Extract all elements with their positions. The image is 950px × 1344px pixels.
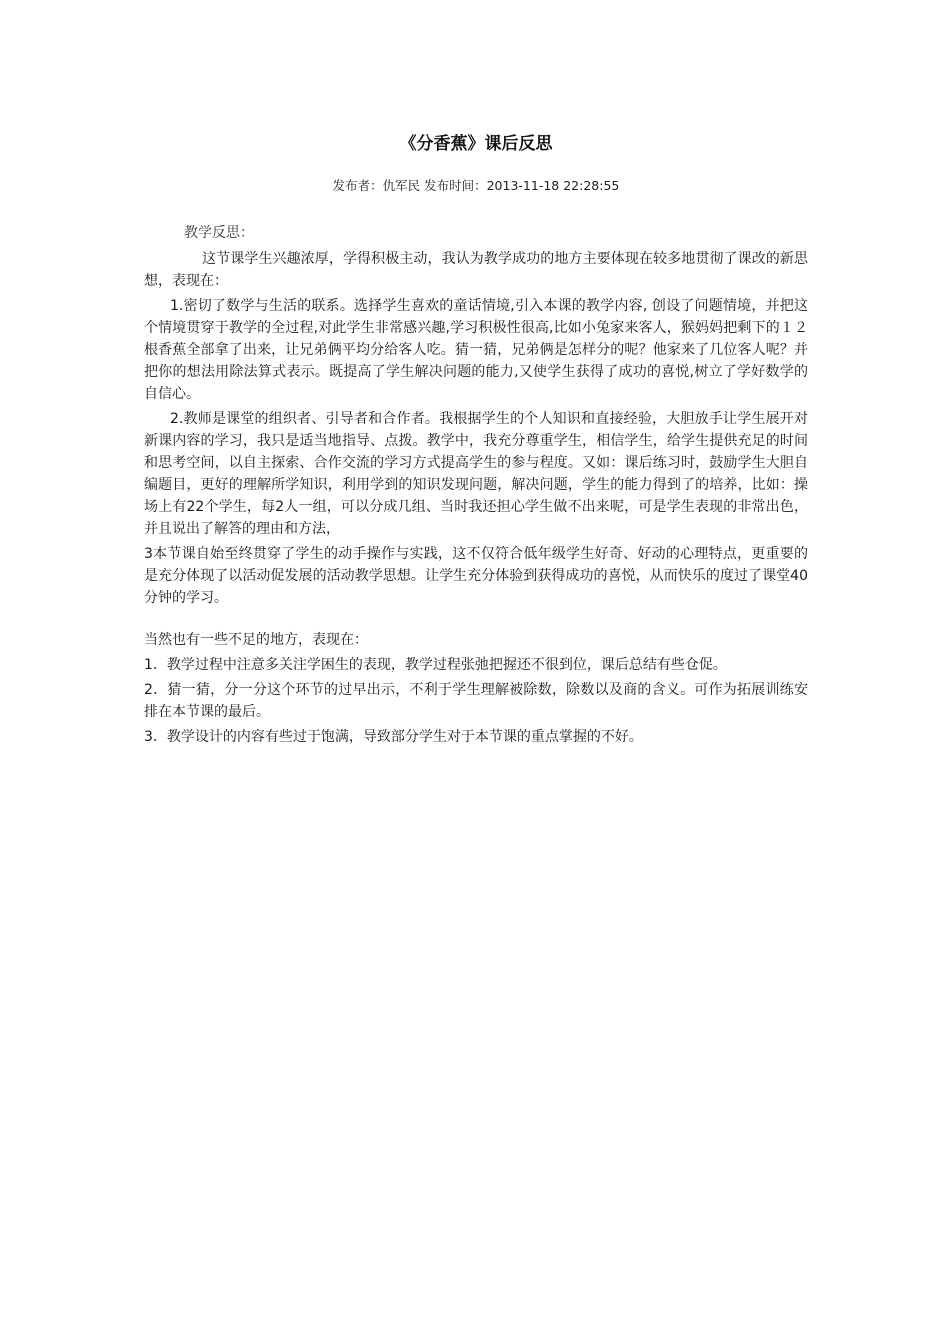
shortcomings-intro: 当然也有一些不足的地方，表现在： xyxy=(144,632,368,648)
section-label: 教学反思： xyxy=(184,225,254,241)
shortcoming-item-2: 2．猜一猜，分一分这个环节的过早出示，不利于学生理解被除数，除数以及商的含义。可作为拓展训练安排在本节课的最后。 xyxy=(144,682,808,720)
publish-meta: 发布者：仇军民 发布时间：2013-11-18 22:28:55 xyxy=(332,178,620,193)
intro-paragraph: 这节课学生兴趣浓厚，学得积极主动，我认为教学成功的地方主要体现在较多地贯彻了课改的新思想，表现在： xyxy=(144,251,808,289)
document-body xyxy=(144,222,808,748)
point-paragraph-3: 3本节课自始至终贯穿了学生的动手操作与实践，这不仅符合低年级学生好奇、好动的心理特点，更重要的是充分体现了以活动促发展的活动教学思想。让学生充分体验到获得成功的喜悦，从而快乐的度过了课堂40分钟的学习。 xyxy=(144,546,808,606)
shortcoming-item-3: 3．教学设计的内容有些过于饱满，导致部分学生对于本节课的重点掌握的不好。 xyxy=(144,729,643,745)
point-paragraph-1: 1.密切了数学与生活的联系。选择学生喜欢的童话情境,引入本课的教学内容, 创设了问题情境，并把这个情境贯穿于教学的全过程,对此学生非常感兴趣,学习积极性很高,比如小兔家来客人，猴妈妈把剩下的１２根香蕉全部拿了出来，让兄弟俩平均分给客人吃。猜一猜，兄弟俩是怎样分的呢？他家来了几位客人呢？并把你的想法用除法算式表示。既提高了学生解决问题的能力,又使学生获得了成功的喜悦,树立了学好数学的自信心。 xyxy=(144,298,808,402)
shortcoming-item-1: 1．教学过程中注意多关注学困生的表现，教学过程张弛把握还不很到位，课后总结有些仓促。 xyxy=(144,657,727,673)
point-paragraph-2: 2.教师是课堂的组织者、引导者和合作者。我根据学生的个人知识和直接经验，大胆放手让学生展开对新课内容的学习，我只是适当地指导、点拨。教学中，我充分尊重学生，相信学生，给学生提供充足的时间和思考空间，以自主探索、合作交流的学习方式提高学生的参与程度。又如：课后练习时，鼓励学生大胆自编题目，更好的理解所学知识，利用学到的知识发现问题，解决问题，学生的能力得到了的培养，比如：操场上有22个学生，每2人一组，可以分成几组、当时我还担心学生做不出来呢，可是学生表现的非常出色，并且说出了解答的理由和方法， xyxy=(144,411,808,537)
document-title: 《分香蕉》课后反思 xyxy=(399,134,553,154)
